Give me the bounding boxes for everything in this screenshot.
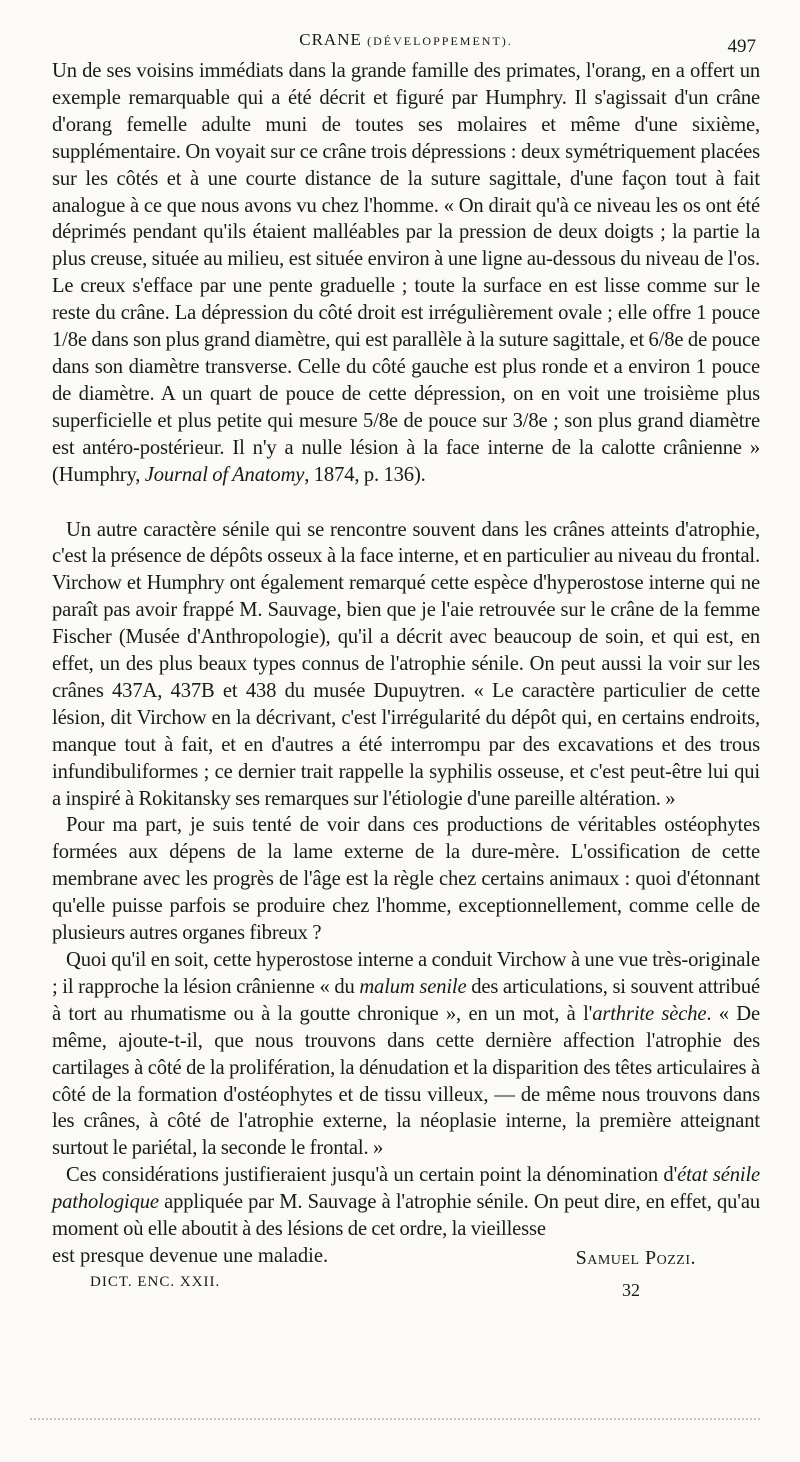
closing-line xyxy=(52,1243,760,1270)
author-signature: Samuel Pozzi. xyxy=(575,1246,696,1269)
footer-volume-label: DICT. ENC. XXII. xyxy=(90,1273,221,1290)
page-number: 497 xyxy=(727,36,756,57)
paragraph-virchow: Quoi qu'il en soit, cette hyperostose interne a conduit Virchow à une vue très-originale ; il rapproche la lésion crânienne « du malum senile des articulations, si souvent attribué à tort au rhumatisme ou à la goutte chronique », en un mot, à l'arthrite sèche. « De même, ajoute-t-il, que nous trouvons dans cette dernière affection l'atrophie des cartilages à côté de la prolifération, la dénudation et la disparition des têtes articulaires à côté de la formation d'ostéophytes et de tissu villeux, — de même nous trouvons dans les crânes, à côté de l'atrophie externe, la néoplasie interne, la première atteignant surtout le pariétal, la seconde le frontal. » xyxy=(52,949,761,1160)
paragraph-hyperostose: Un autre caractère sénile qui se rencontre souvent dans les crânes atteints d'atrophie, c'est la présence de dépôts osseux à la face interne, et en particulier au niveau du frontal. Virchow et Humphry ont également remarqué cette espèce d'hyperostose interne qui ne paraît pas avoir frappé M. Sauvage, bien que je l'aie retrouvée sur le crâne de la femme Fischer (Musée d'Anthropologie), qu'il a décrit avec beaucoup de soin, et qui est, en effet, un des plus beaux types connus de l'atrophie sénile. On peut aussi la voir sur les crânes 437A, 437B et 438 du musée Dupuytren. « Le caractère particulier de cette lésion, dit Virchow en la décrivant, c'est l'irrégularité du dépôt qui, en certains endroits, manque tout à fait, et en d'autres a été interrompu par des excavations et des trous infundibuliformes ; ce dernier trait rappelle la syphilis osseuse, et c'est peut-être lui qui a inspiré à Rokitansky ses remarques sur l'étiologie d'une pareille altération. » xyxy=(52,518,760,810)
closing-text: est presque devenue une maladie. xyxy=(52,1244,329,1267)
running-head-title xyxy=(52,30,760,50)
footer-sheet-number: 32 xyxy=(622,1279,640,1300)
head-title-subtitle: (DÉVELOPPEMENT). xyxy=(367,34,513,48)
running-head xyxy=(52,30,760,57)
page-footer xyxy=(52,1274,760,1304)
head-title-main: CRANE xyxy=(299,30,362,49)
paragraph-orang: Un de ses voisins immédiats dans la grande famille des primates, l'orang, en a offert un exemple remarquable qui a été décrit et figuré par Humphry. Il s'agissait d'un crâne d'orang femelle adulte muni de toutes ses molaires et même d'une sixième, supplémentaire. On voyait sur ce crâne trois dépressions : deux symétriquement placées sur les côtés et à une courte distance de la suture sagittale, d'une façon tout à fait analogue à ce que nous avons vu chez l'homme. « On dirait qu'à ce niveau les os ont été déprimés pendant qu'ils étaient malléables par la pression de deux doigts ; la partie la plus creuse, située au milieu, est située environ à une ligne au-dessous du niveau de l'os. Le creux s'efface par une pente graduelle ; toute la surface en est lisse comme sur le reste du crâne. La dépression du côté droit est irrégulièrement ovale ; elle offre 1 pouce 1/8e dans son plus grand diamètre, qui est parallèle à la suture sagittale, et 6/8e de pouce dans son diamètre transverse. Celle du côté gauche est plus ronde et a environ 1 pouce de diamètre. A un quart de pouce de cette dépression, on en voit une troisième plus superficielle et plus petite qui mesure 5/8e de pouce sur 3/8e ; son plus grand diamètre est antéro-postérieur. Il n'y a nulle lésion à la face interne de la calotte crânienne » (Humphry, Journal of Anatomy, 1874, p. 136). xyxy=(52,60,760,486)
bottom-dotted-rule xyxy=(30,1418,760,1420)
paragraph-osteophytes: Pour ma part, je suis tenté de voir dans ces productions de véritables ostéophytes formées aux dépens de la lame externe de la dure-mère. L'ossification de cette membrane avec les progrès de l'âge est la règle chez certains animaux : quoi d'étonnant qu'elle puisse parfois se produire chez l'homme, exceptionnellement, comme celle de plusieurs autres organes fibreux ? xyxy=(52,814,760,945)
paragraph-conclusion: Ces considérations justifieraient jusqu'à un certain point la dénomination d'état sénile pathologique appliquée par M. Sauvage à l'atrophie sénile. On peut dire, en effet, qu'au moment où elle aboutit à des lésions de cet ordre, la vieillesse xyxy=(52,1164,761,1241)
